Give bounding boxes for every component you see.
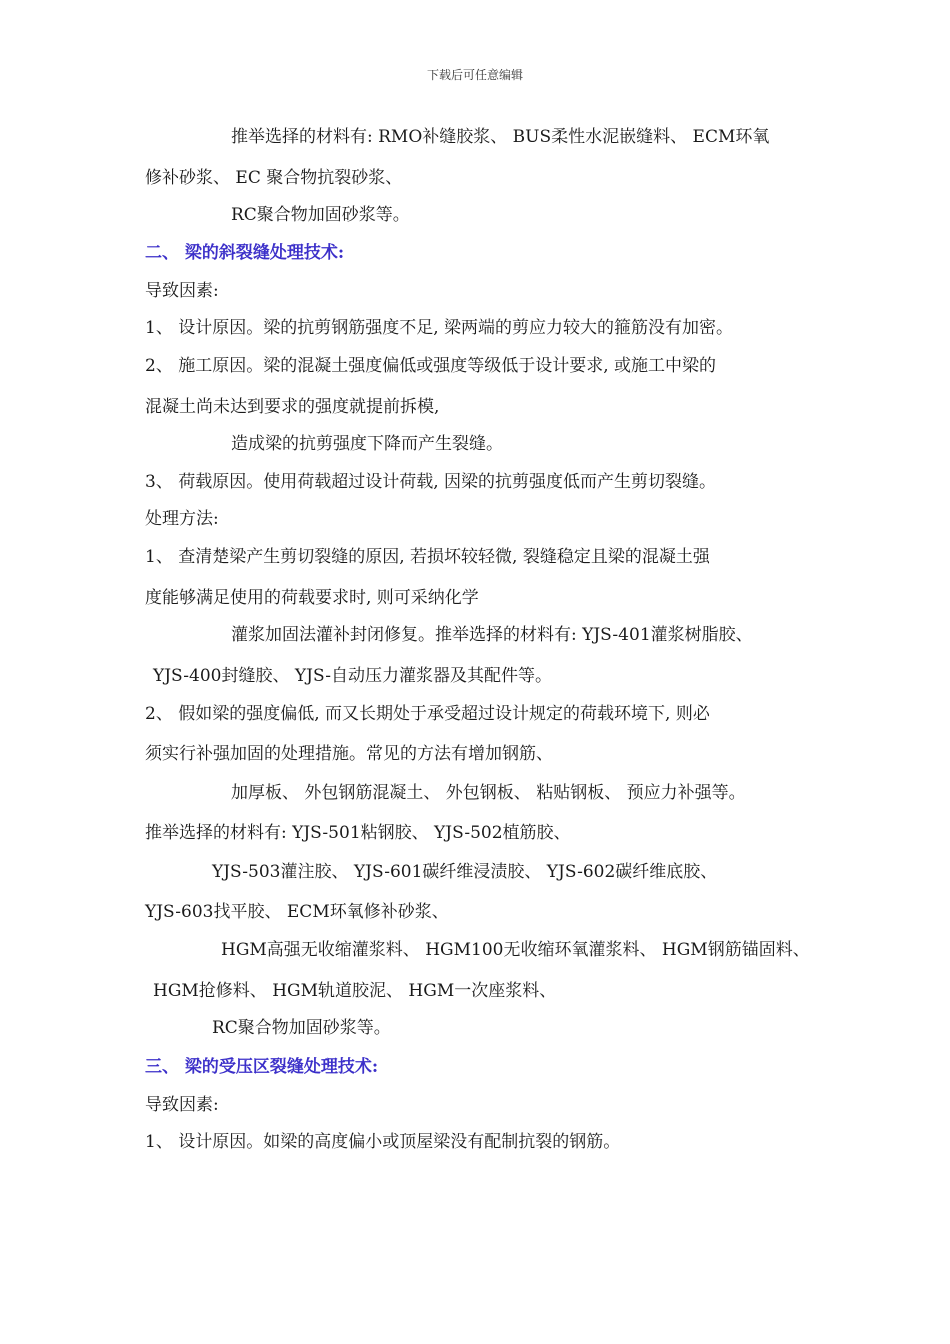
paragraph-line: 1、 设计原因。如梁的高度偏小或顶屋梁没有配制抗裂的钢筋。 [145,1132,621,1152]
paragraph-line: YJS-603找平胶、 ECM环氧修补砂浆、 [145,902,449,922]
paragraph-line: 度能够满足使用的荷载要求时, 则可采纳化学 [145,588,479,608]
paragraph-line: 造成梁的抗剪强度下降而产生裂缝。 [231,434,503,454]
paragraph-line: 须实行补强加固的处理措施。常见的方法有增加钢筋、 [145,744,553,764]
page-header: 下载后可任意编辑 [426,68,523,82]
paragraph-line: 导致因素: [145,1095,219,1115]
paragraph-line: 推举选择的材料有: YJS-501粘钢胶、 YJS-502植筋胶、 [145,823,571,843]
paragraph-line: RC聚合物加固砂浆等。 [212,1018,391,1038]
paragraph-line: HGM高强无收缩灌浆料、 HGM100无收缩环氧灌浆料、 HGM钢筋锚固料、 [221,940,810,960]
paragraph-line: 2、 施工原因。梁的混凝土强度偏低或强度等级低于设计要求, 或施工中梁的 [145,356,717,376]
paragraph-line: 导致因素: [145,281,219,301]
paragraph-line: 3、 荷载原因。使用荷载超过设计荷载, 因梁的抗剪强度低而产生剪切裂缝。 [145,472,717,492]
paragraph-line: 混凝土尚未达到要求的强度就提前拆模, [145,397,440,417]
paragraph-line: YJS-503灌注胶、 YJS-601碳纤维浸渍胶、 YJS-602碳纤维底胶、 [212,862,718,882]
paragraph-line: YJS-400封缝胶、 YJS-自动压力灌浆器及其配件等。 [153,666,552,686]
paragraph-line: 加厚板、 外包钢筋混凝土、 外包钢板、 粘贴钢板、 预应力补强等。 [231,783,746,803]
paragraph-line: 灌浆加固法灌补封闭修复。推举选择的材料有: YJS-401灌浆树脂胶、 [231,625,753,645]
paragraph-line: 修补砂浆、 EC 聚合物抗裂砂浆、 [145,168,403,188]
paragraph-line: RC聚合物加固砂浆等。 [231,205,410,225]
paragraph-line: 1、 设计原因。梁的抗剪钢筋强度不足, 梁两端的剪应力较大的箍筋没有加密。 [145,318,734,338]
paragraph-line: 1、 查清楚梁产生剪切裂缝的原因, 若损坏较轻微, 裂缝稳定且梁的混凝土强 [145,547,710,567]
paragraph-line: HGM抢修料、 HGM轨道胶泥、 HGM一次座浆料、 [153,981,557,1001]
paragraph-line: 推举选择的材料有: RMO补缝胶浆、 BUS柔性水泥嵌缝料、 ECM环氧 [231,127,770,147]
paragraph-line: 处理方法: [145,509,219,529]
section-heading-2: 二、 梁的斜裂缝处理技术: [145,243,345,263]
section-heading-3: 三、 梁的受压区裂缝处理技术: [145,1057,379,1077]
paragraph-line: 2、 假如梁的强度偏低, 而又长期处于承受超过设计规定的荷载环境下, 则必 [145,704,710,724]
